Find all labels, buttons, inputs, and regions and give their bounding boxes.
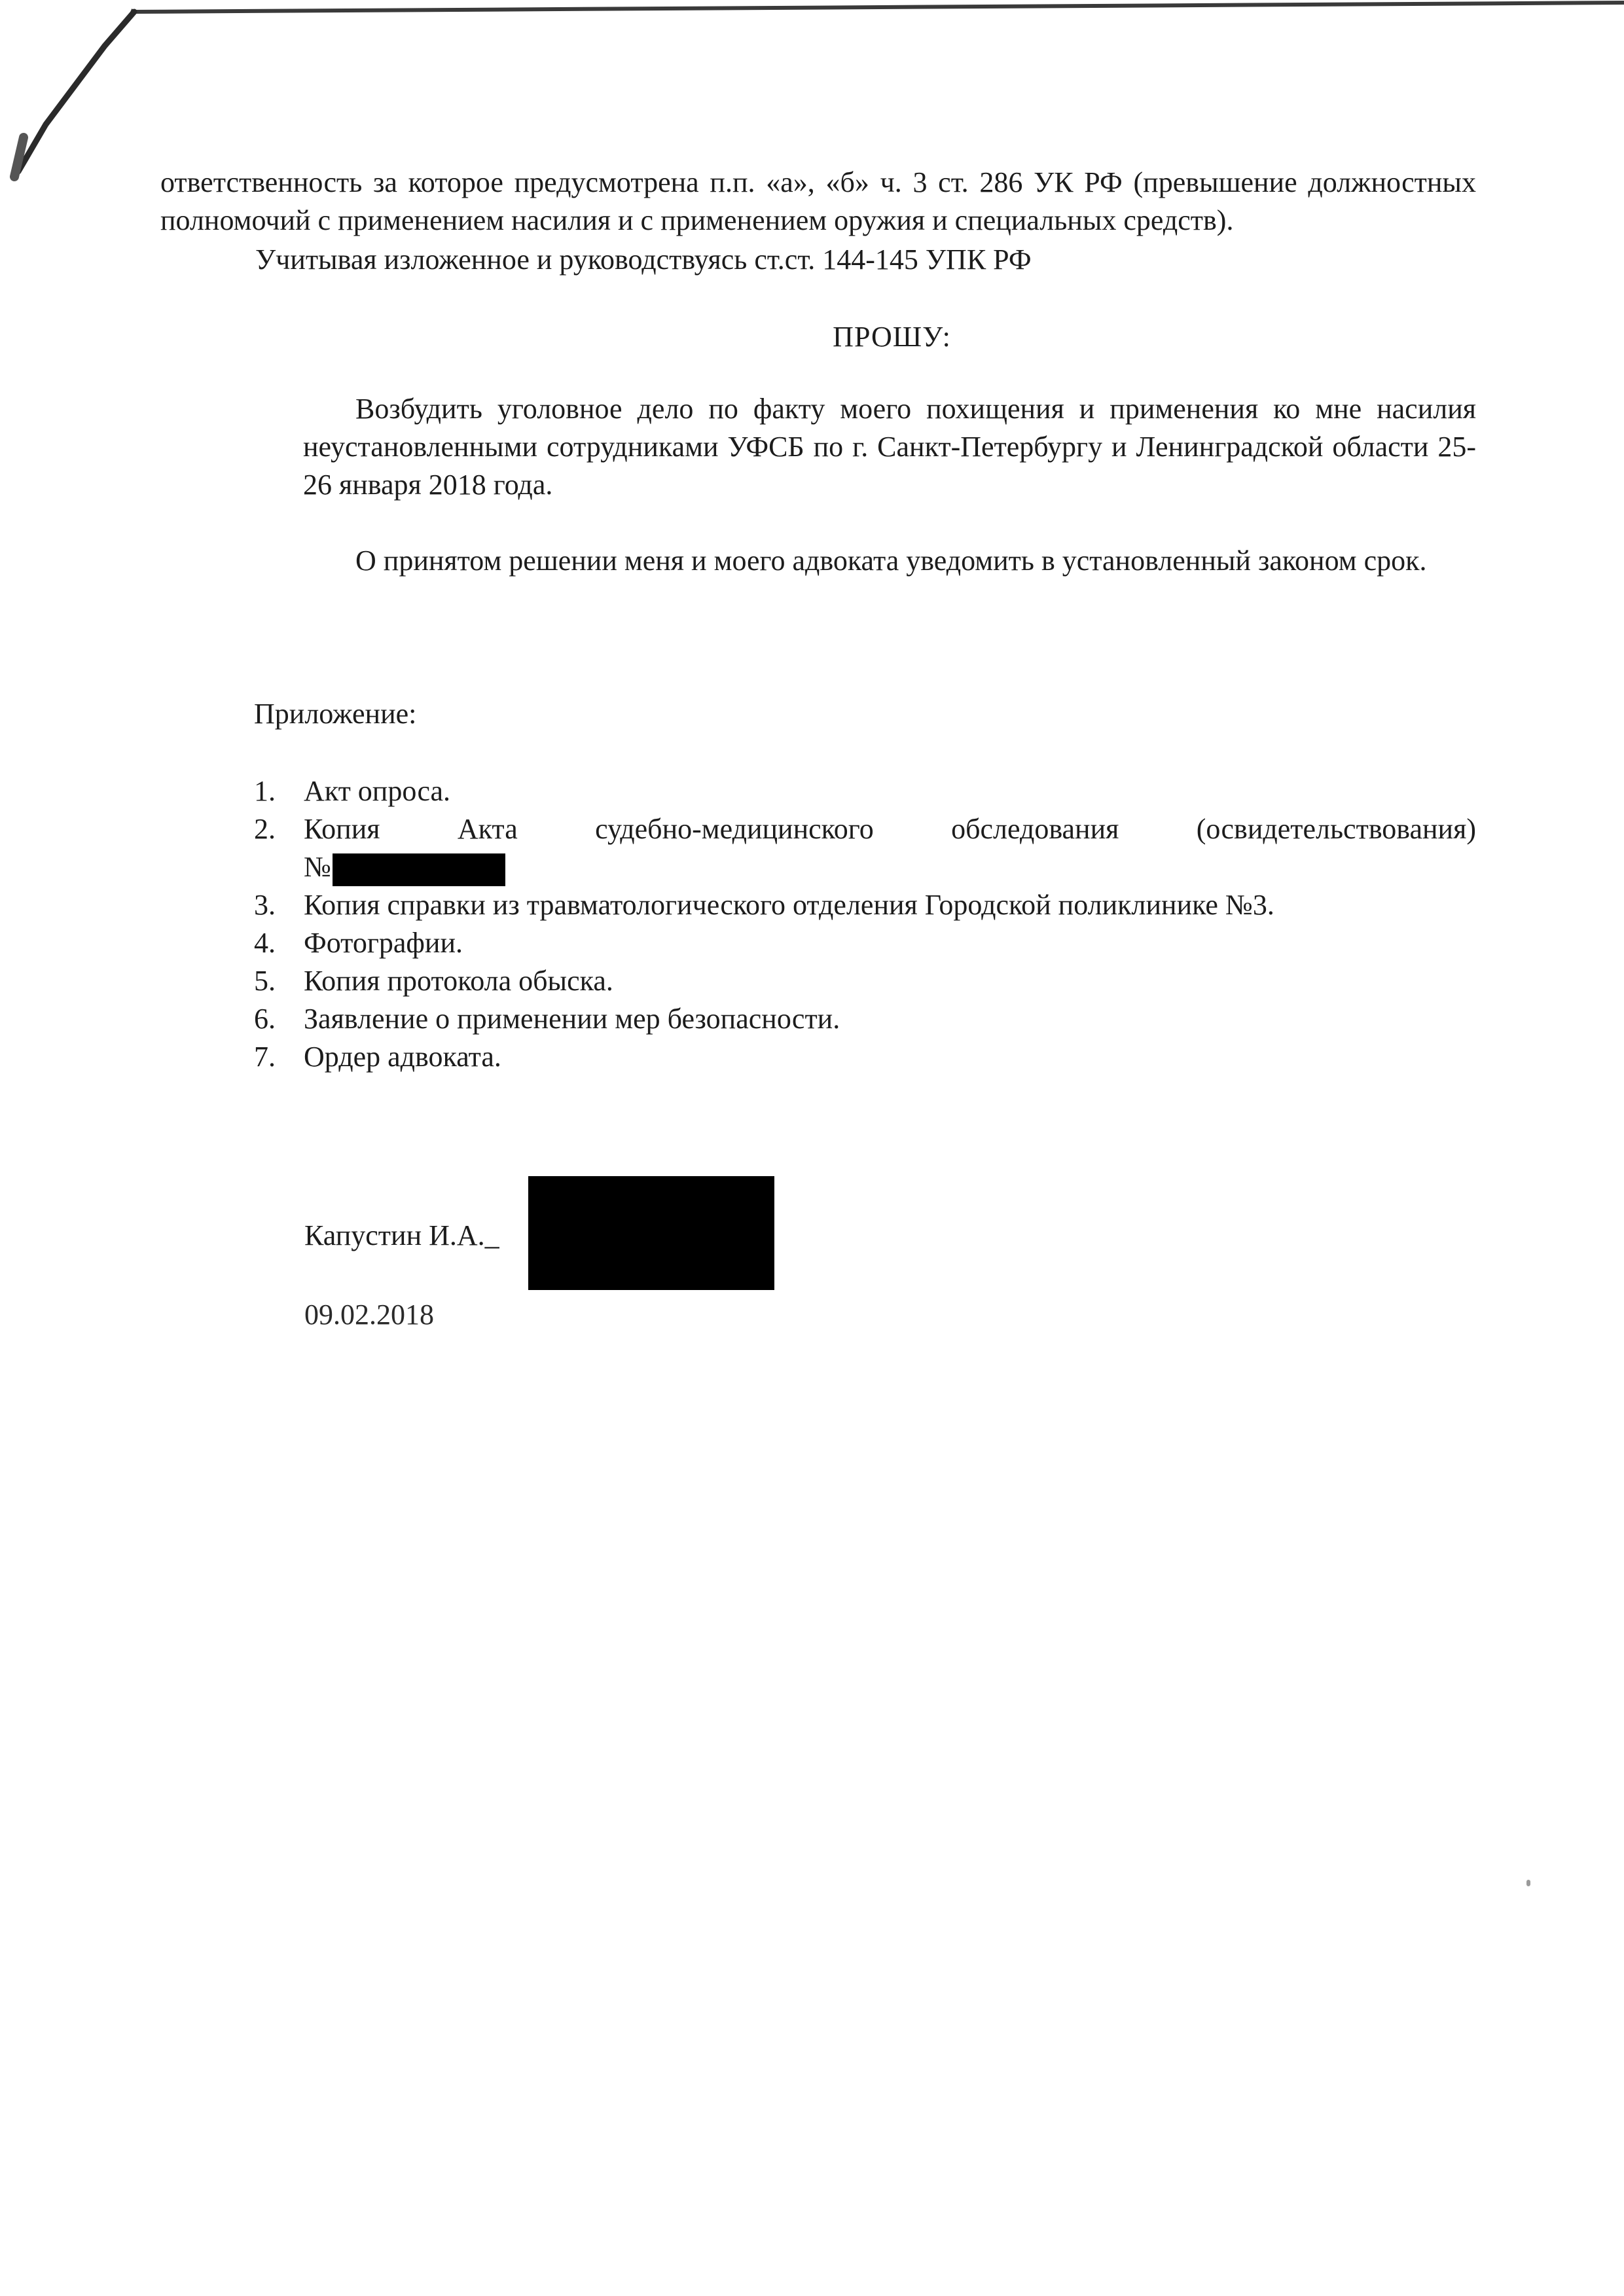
request-item-initiate-case: Возбудить уголовное дело по факту моего похищения и применения ко мне насилия неустановленными сотрудниками УФСБ по г. Санкт-Петербургу и Ленинградской области 25-26 января 2018 года. <box>303 393 1476 501</box>
conclusion-paragraph: Учитывая изложенное и руководствуясь ст.ст. 144-145 УПК РФ <box>255 243 1032 276</box>
signature-line <box>304 1217 499 1255</box>
signature-block <box>304 1176 893 1294</box>
appendix-list <box>254 772 1476 1076</box>
appendix-item <box>254 810 1476 886</box>
appendix-item-text: Копия протокола обыска. <box>304 965 613 997</box>
appendix-item-text: Фотографии. <box>304 927 463 959</box>
appendix-item <box>254 886 1476 924</box>
appendix-title: Приложение: <box>254 698 417 730</box>
request-heading: ПРОШУ: <box>833 321 951 353</box>
signature-underscore: _ <box>484 1219 499 1251</box>
appendix-item <box>254 1000 1476 1038</box>
signatory-name: Капустин И.А. <box>304 1219 485 1251</box>
appendix-item-number: 5. <box>254 965 276 997</box>
appendix-item <box>254 772 1476 810</box>
body-paragraph: ответственность за которое предусмотрена п.п. «а», «б» ч. 3 ст. 286 УК РФ (превышение должностных полномочий с применением насилия и с применением оружия и специальных средств). <box>160 166 1476 236</box>
appendix-item-text: Акт опроса. <box>304 775 451 807</box>
appendix-item-text-block <box>304 810 1476 886</box>
appendix-item-number: 7. <box>254 1041 276 1073</box>
appendix-item-number: 1. <box>254 775 276 807</box>
request-item-notify: О принятом решении меня и моего адвоката уведомить в установленный законом срок. <box>355 545 1427 577</box>
appendix-item-text: Заявление о применении мер безопасности. <box>304 1003 840 1035</box>
appendix-item-number: 4. <box>254 927 276 959</box>
signature-redaction <box>528 1176 774 1290</box>
appendix-item-number: 3. <box>254 889 276 921</box>
request-block <box>303 390 1476 580</box>
appendix-item-number: 6. <box>254 1003 276 1035</box>
appendix-item <box>254 962 1476 1000</box>
appendix-item <box>254 1038 1476 1076</box>
appendix-item <box>254 924 1476 962</box>
redaction-bar <box>333 853 505 886</box>
signature-date: 09.02.2018 <box>304 1299 434 1331</box>
appendix-item-text: Копия Акта судебно-медицинского обследования (освидетельствования) <box>304 813 1476 845</box>
appendix-item-number: 2. <box>254 813 276 845</box>
appendix-item-text: Ордер адвоката. <box>304 1041 501 1073</box>
appendix-item-text: Копия справки из травматологического отделения Городской поликлинике №3. <box>304 889 1274 921</box>
document-body <box>160 164 1476 1076</box>
appendix-item-number-sign: № <box>304 851 331 883</box>
scan-speck <box>1526 1880 1530 1886</box>
